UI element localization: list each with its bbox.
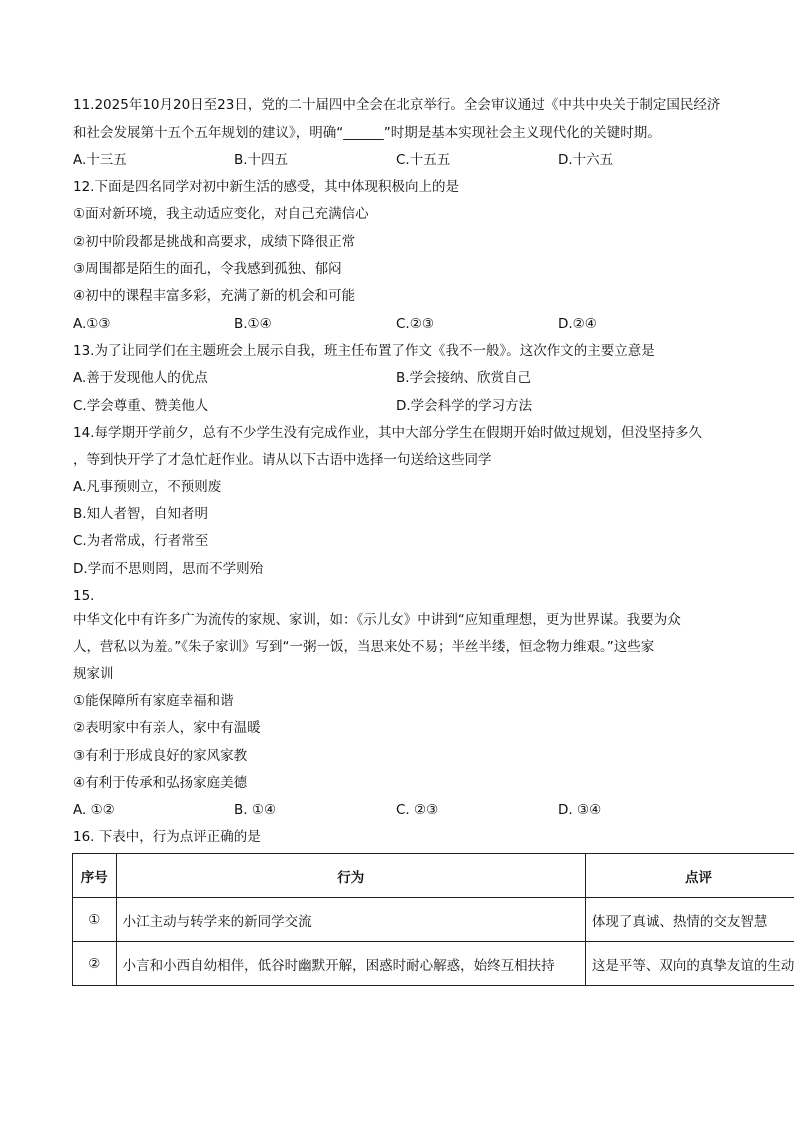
q11-stem-line1: 11.2025年10月20日至23日，党的二十届四中全会在北京举行。全会审议通过《中共中央关于制定国民经济: [73, 97, 721, 113]
q12-item-3: ③周围都是陌生的面孔，令我感到孤独、郁闷: [73, 261, 342, 277]
q12-option-b: B.①④: [234, 316, 272, 332]
table-header-behavior: 行为: [116, 854, 585, 898]
q13-option-c: C.学会尊重、赞美他人: [73, 398, 209, 414]
q15-stem-line1: 中华文化中有许多广为流传的家规、家训，如：《示儿女》中讲到“应知重理想，更为世界谋。我要为众: [73, 612, 681, 628]
table-cell-comment: 这是平等、双向的真挚友谊的生动: [585, 942, 794, 986]
table-header-comment: 点评: [585, 854, 794, 898]
q14-option-d: D.学而不思则罔，思而不学则殆: [73, 561, 264, 577]
q11-option-a: A.十三五: [73, 152, 127, 168]
q14-stem-line2: ，等到快开学了才急忙赶作业。请从以下古语中选择一句送给这些同学: [73, 452, 492, 468]
table-row: [73, 898, 794, 942]
table-row: [73, 942, 794, 986]
q15-option-b: B. ①④: [234, 802, 277, 818]
table-cell-comment: 体现了真诚、热情的交友智慧: [585, 898, 794, 942]
q15-item-4: ④有利于传承和弘扬家庭美德: [73, 775, 248, 791]
q13-option-b: B.学会接纳、欣赏自己: [396, 370, 532, 386]
q15-option-d: D. ③④: [558, 802, 602, 818]
q12-item-1: ①面对新环境，我主动适应变化，对自己充满信心: [73, 206, 369, 222]
table-cell-behavior: 小言和小西自幼相伴，低谷时幽默开解，困惑时耐心解惑，始终互相扶持: [116, 942, 585, 986]
q15-item-3: ③有利于形成良好的家风家教: [73, 748, 248, 764]
q11-option-d: D.十六五: [558, 152, 614, 168]
q12-option-d: D.②④: [558, 316, 597, 332]
q12-item-4: ④初中的课程丰富多彩，充满了新的机会和可能: [73, 288, 356, 304]
q11-option-c: C.十五五: [396, 152, 451, 168]
table-cell-behavior: 小江主动与转学来的新同学交流: [116, 898, 585, 942]
table-header-number: 序号: [73, 854, 117, 898]
q12-item-2: ②初中阶段都是挑战和高要求，成绩下降很正常: [73, 234, 356, 250]
q15-item-2: ②表明家中有亲人，家中有温暖: [73, 720, 261, 736]
q16-table: [72, 853, 794, 986]
q13-option-d: D.学会科学的学习方法: [396, 398, 533, 414]
q14-stem-line1: 14.每学期开学前夕，总有不少学生没有完成作业，其中大部分学生在假期开始时做过规划，但没坚持多久: [73, 425, 702, 441]
q15-stem-line2: 人，营私以为羞。”《朱子家训》写到“一粥一饭，当思来处不易；半丝半缕，恒念物力维艰。”这些家: [73, 639, 655, 655]
q14-option-c: C.为者常成，行者常至: [73, 533, 209, 549]
table-cell-number: ①: [73, 898, 117, 942]
q15-stem-line3: 规家训: [73, 666, 114, 682]
table-header-row: [73, 854, 794, 898]
q14-option-a: A.凡事预则立，不预则废: [73, 479, 222, 495]
q14-option-b: B.知人者智，自知者明: [73, 506, 209, 522]
q13-option-a: A.善于发现他人的优点: [73, 370, 208, 386]
q16-stem: 16. 下表中，行为点评正确的是: [73, 829, 261, 845]
q15-number: 15.: [73, 588, 95, 604]
q15-option-a: A. ①②: [73, 802, 115, 818]
q15-option-c: C. ②③: [396, 802, 439, 818]
q12-option-c: C.②③: [396, 316, 434, 332]
q15-item-1: ①能保障所有家庭幸福和谐: [73, 693, 234, 709]
table-cell-number: ②: [73, 942, 117, 986]
q11-stem-line2: 和社会发展第十五个五年规划的建议》，明确“______”时期是基本实现社会主义现代化的关键时期。: [73, 125, 661, 141]
q13-stem: 13.为了让同学们在主题班会上展示自我，班主任布置了作文《我不一般》。这次作文的主要立意是: [73, 343, 655, 359]
q11-option-b: B.十四五: [234, 152, 289, 168]
q12-stem: 12.下面是四名同学对初中新生活的感受，其中体现积极向上的是: [73, 179, 459, 195]
q12-option-a: A.①③: [73, 316, 111, 332]
